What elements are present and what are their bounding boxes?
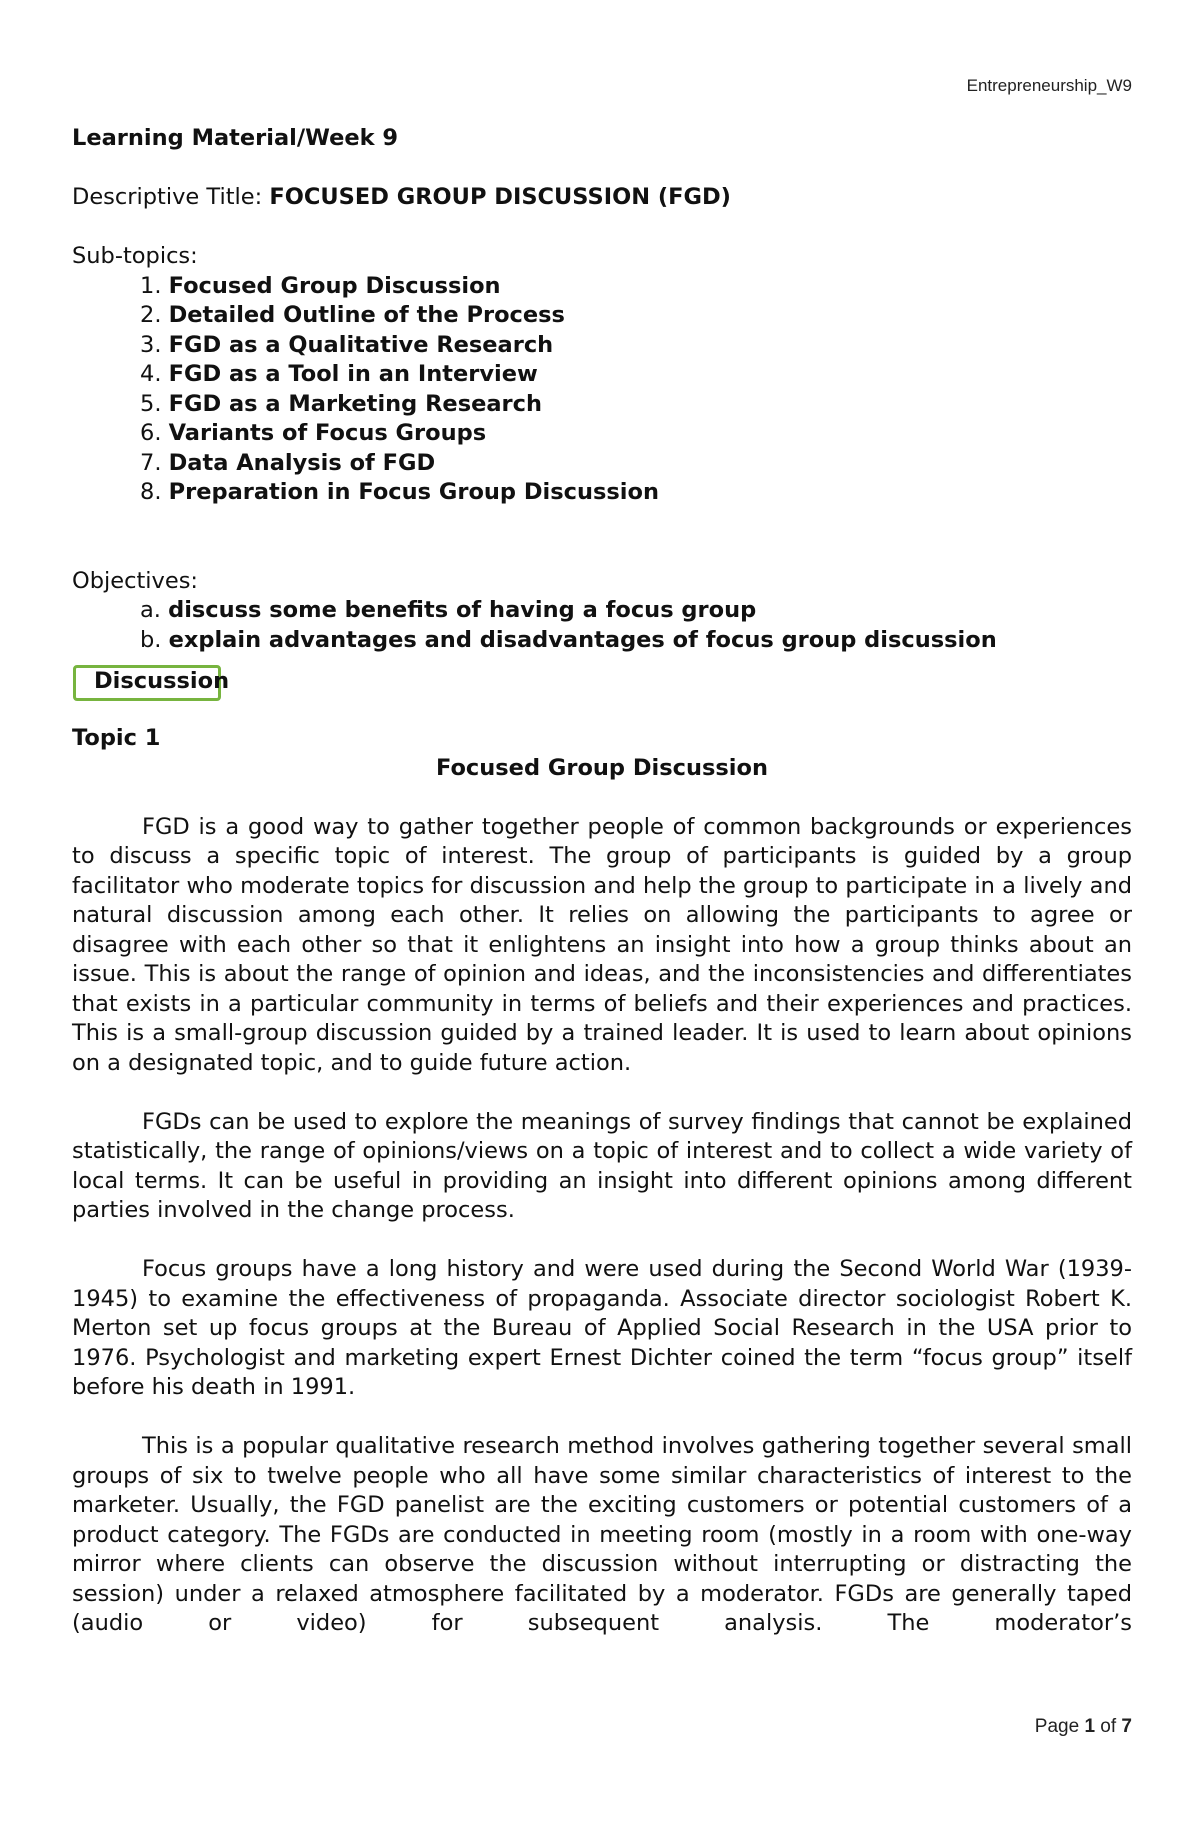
list-item: 1. Focused Group Discussion	[140, 272, 501, 299]
list-item: 6. Variants of Focus Groups	[140, 420, 487, 446]
descriptive-title-line	[72, 183, 1132, 213]
page-number: 1	[1084, 1716, 1096, 1737]
page-total: 7	[1121, 1716, 1132, 1737]
paragraph: Focus groups have a long history and were used during the Second World War (1939-1945) to examine the effectiveness of propaganda. Associate director sociologist Robert K. Merton set up focus groups at the Bureau of Applied Social Research in the USA prior to 1976. Psychologist and marketing expert Ernest Dichter coined the term “focus group” itself before his death in 1991.	[72, 1256, 1132, 1400]
discussion-section-label	[72, 665, 1132, 705]
list-item: 5. FGD as a Marketing Research	[140, 390, 542, 417]
topic-title: Focused Group Discussion	[436, 754, 768, 781]
document-body	[72, 124, 1132, 1639]
material-heading: Learning Material/Week 9	[72, 125, 399, 151]
list-item: 7. Data Analysis of FGD	[140, 449, 436, 476]
topic-label: Topic 1	[72, 725, 161, 751]
paragraph: This is a popular qualitative research method involves gathering together several small groups of six to twelve people who all have some similar characteristics of interest to the marketer. Usually, the FGD panelist are the exciting customers or potential customers of a product category. The FGDs are conducted in meeting room (mostly in a room with one-way mirror where clients can observe the discussion without interrupting or distracting the session) under a relaxed atmosphere facilitated by a moderator. FGDs are generally taped (audio or video) for subsequent analysis. The moderator’s	[72, 1433, 1132, 1636]
page-word: Page	[1034, 1716, 1085, 1737]
list-item: 3. FGD as a Qualitative Research	[140, 331, 554, 358]
list-item: 2. Detailed Outline of the Process	[140, 302, 565, 328]
descriptive-title: FOCUSED GROUP DISCUSSION (FGD)	[269, 184, 731, 210]
objectives-list	[72, 596, 1132, 655]
page-footer	[1035, 1716, 1132, 1738]
objectives-label: Objectives:	[72, 567, 198, 594]
paragraph: FGDs can be used to explore the meanings of survey findings that cannot be explained statistically, the range of opinions/views on a topic of interest and to collect a wide variety of local terms. It can be useful in providing an insight into different opinions among different parties involved in the change process.	[72, 1108, 1132, 1223]
subtopics-list	[72, 272, 1132, 508]
of-word: of	[1095, 1716, 1122, 1737]
discussion-label: Discussion	[94, 668, 230, 694]
subtopics-label: Sub-topics:	[72, 243, 198, 269]
descriptive-title-label: Descriptive Title:	[72, 184, 270, 210]
list-item: 4. FGD as a Tool in an Interview	[140, 361, 538, 387]
list-item: b. explain advantages and disadvantages of focus group discussion	[140, 626, 997, 653]
list-item: 8. Preparation in Focus Group Discussion	[140, 479, 659, 505]
page-header: Entrepreneurship_W9	[966, 76, 1132, 95]
paragraph: FGD is a good way to gather together people of common backgrounds or experiences to discuss a specific topic of interest. The group of participants is guided by a group facilitator who moderate topics for discussion and help the group to participate in a lively and natural discussion among each other. It relies on allowing the participants to agree or disagree with each other so that it enlightens an insight into how a group thinks about an issue. This is about the range of opinion and ideas, and the inconsistencies and differentiates that exists in a particular community in terms of beliefs and their experiences and practices. This is a small-group discussion guided by a trained leader. It is used to learn about opinions on a designated topic, and to guide future action.	[72, 813, 1132, 1076]
list-item: a. discuss some benefits of having a focus group	[140, 597, 757, 623]
